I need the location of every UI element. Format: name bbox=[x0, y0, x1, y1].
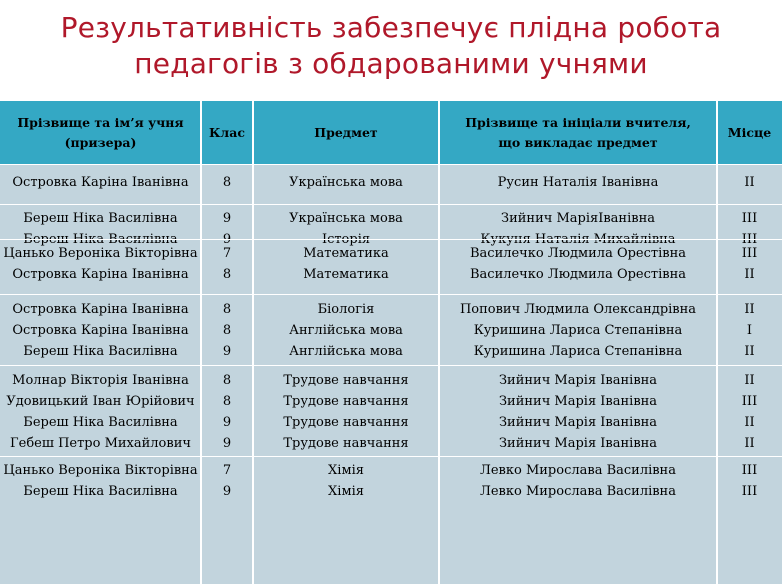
teacher-column bbox=[439, 295, 717, 362]
subject-column bbox=[253, 457, 439, 502]
student-column bbox=[0, 366, 201, 454]
place-value: ІІ bbox=[744, 175, 755, 190]
teacher-name: Зийнич Марія Іванівна bbox=[498, 436, 658, 451]
student-name: Гебеш Петро Михайлович bbox=[10, 436, 191, 451]
table-header bbox=[0, 101, 782, 164]
grade-column bbox=[201, 366, 253, 454]
subject-name: Хімія bbox=[328, 484, 364, 499]
student-column bbox=[0, 295, 201, 362]
grade-value: 9 bbox=[222, 415, 232, 430]
subject-name: Англійська мова bbox=[289, 323, 403, 338]
grade-value: 7 bbox=[222, 246, 232, 261]
subject-name: Хімія bbox=[328, 463, 364, 478]
subject-name: Українська мова bbox=[289, 175, 403, 190]
grade-value: 8 bbox=[222, 267, 232, 282]
student-name: Береш Ніка Василівна bbox=[23, 232, 178, 247]
grade-value: 8 bbox=[222, 394, 232, 409]
header-grade: Клас bbox=[209, 124, 245, 140]
student-column bbox=[0, 457, 201, 502]
grade-value: 9 bbox=[222, 232, 232, 247]
subject-name: Трудове навчання bbox=[283, 373, 409, 388]
subject-column bbox=[253, 295, 439, 362]
teacher-name: Левко Мирослава Василівна bbox=[480, 484, 676, 499]
header-teacher: Прізвище та ініціали вчителя, що викладає предмет bbox=[465, 114, 691, 150]
teacher-name: Зийнич Марія Іванівна bbox=[498, 373, 658, 388]
column-divider bbox=[438, 101, 440, 584]
place-column bbox=[717, 295, 782, 362]
place-value: ІІ bbox=[744, 415, 755, 430]
column-divider bbox=[716, 101, 718, 584]
slide-title bbox=[0, 10, 782, 82]
student-name: Цанько Вероніка Вікторівна bbox=[3, 246, 198, 261]
grade-value: 9 bbox=[222, 436, 232, 451]
place-value: ІІ bbox=[744, 436, 755, 451]
subject-name: Математика bbox=[303, 267, 389, 282]
place-value: ІІІ bbox=[741, 394, 758, 409]
table-row bbox=[0, 456, 782, 584]
student-name: Береш Ніка Василівна bbox=[23, 415, 178, 430]
subject-name: Трудове навчання bbox=[283, 436, 409, 451]
place-column bbox=[717, 240, 782, 285]
grade-column bbox=[201, 240, 253, 285]
student-name: Островка Каріна Іванівна bbox=[12, 323, 189, 338]
subject-name: Трудове навчання bbox=[283, 415, 409, 430]
subject-name: Математика bbox=[303, 246, 389, 261]
place-value: ІІ bbox=[744, 344, 755, 359]
teacher-name: Кукуня Наталія Михайлівна bbox=[480, 232, 676, 247]
subject-name: Трудове навчання bbox=[283, 394, 409, 409]
teacher-column bbox=[439, 240, 717, 285]
teacher-column bbox=[439, 366, 717, 454]
slide-title-line-2: педагогів з обдарованими учнями bbox=[134, 47, 648, 80]
grade-value: 8 bbox=[222, 302, 232, 317]
student-name: Островка Каріна Іванівна bbox=[12, 175, 189, 190]
student-name: Береш Ніка Василівна bbox=[23, 211, 178, 226]
column-divider bbox=[200, 101, 202, 584]
table-row bbox=[0, 294, 782, 365]
place-value: ІІІ bbox=[741, 484, 758, 499]
table-row bbox=[0, 164, 782, 204]
teacher-name: Куришина Лариса Степанівна bbox=[473, 323, 683, 338]
place-value: ІІ bbox=[744, 302, 755, 317]
grade-value: 7 bbox=[222, 463, 232, 478]
teacher-name: Зийнич Марія Іванівна bbox=[498, 415, 658, 430]
place-value: ІІІ bbox=[741, 463, 758, 478]
column-divider bbox=[252, 101, 254, 584]
table-row bbox=[0, 365, 782, 456]
slide-title-line-1: Результативність забезпечує плідна робота bbox=[60, 11, 722, 44]
place-value: ІІ bbox=[744, 373, 755, 388]
teacher-name: Василечко Людмила Орестівна bbox=[469, 246, 686, 261]
place-column bbox=[717, 457, 782, 502]
teacher-name: Василечко Людмила Орестівна bbox=[469, 267, 686, 282]
table-row bbox=[0, 204, 782, 247]
subject-name: Англійська мова bbox=[289, 344, 403, 359]
grade-value: 9 bbox=[222, 484, 232, 499]
teacher-name: Левко Мирослава Василівна bbox=[480, 463, 676, 478]
header-student: Прізвище та ім’я учня (призера) bbox=[17, 114, 184, 150]
student-name: Цанько Вероніка Вікторівна bbox=[3, 463, 198, 478]
place-value: І bbox=[746, 323, 753, 338]
place-value: ІІІ bbox=[741, 246, 758, 261]
place-value: ІІІ bbox=[741, 232, 758, 247]
table-row bbox=[0, 239, 782, 294]
grade-column bbox=[201, 457, 253, 502]
place-value: ІІІ bbox=[741, 211, 758, 226]
student-name: Островка Каріна Іванівна bbox=[12, 267, 189, 282]
place-column bbox=[717, 366, 782, 454]
winners-table bbox=[0, 101, 782, 584]
student-name: Береш Ніка Василівна bbox=[23, 484, 178, 499]
grade-column bbox=[201, 165, 253, 193]
place-value: ІІ bbox=[744, 267, 755, 282]
student-name: Удовицький Іван Юрійович bbox=[6, 394, 195, 409]
student-name: Островка Каріна Іванівна bbox=[12, 302, 189, 317]
teacher-column bbox=[439, 165, 717, 193]
teacher-column bbox=[439, 457, 717, 502]
teacher-name: Зийнич МаріяІванівна bbox=[501, 211, 655, 226]
header-place: Місце bbox=[727, 124, 772, 140]
header-subject: Предмет bbox=[314, 124, 378, 140]
subject-column bbox=[253, 240, 439, 285]
subject-name: Біологія bbox=[317, 302, 375, 317]
grade-value: 9 bbox=[222, 344, 232, 359]
teacher-name: Русин Наталія Іванівна bbox=[497, 175, 659, 190]
teacher-name: Зийнич Марія Іванівна bbox=[498, 394, 658, 409]
student-column bbox=[0, 165, 201, 193]
grade-value: 8 bbox=[222, 373, 232, 388]
subject-column bbox=[253, 165, 439, 193]
teacher-name: Куришина Лариса Степанівна bbox=[473, 344, 683, 359]
subject-name: Українська мова bbox=[289, 211, 403, 226]
place-column bbox=[717, 165, 782, 193]
subject-name: Історія bbox=[321, 232, 371, 247]
grade-value: 9 bbox=[222, 211, 232, 226]
subject-column bbox=[253, 366, 439, 454]
student-name: Молнар Вікторія Іванівна bbox=[12, 373, 189, 388]
grade-column bbox=[201, 295, 253, 362]
grade-value: 8 bbox=[222, 323, 232, 338]
student-name: Береш Ніка Василівна bbox=[23, 344, 178, 359]
grade-value: 8 bbox=[222, 175, 232, 190]
teacher-name: Попович Людмила Олександрівна bbox=[459, 302, 697, 317]
student-column bbox=[0, 240, 201, 285]
